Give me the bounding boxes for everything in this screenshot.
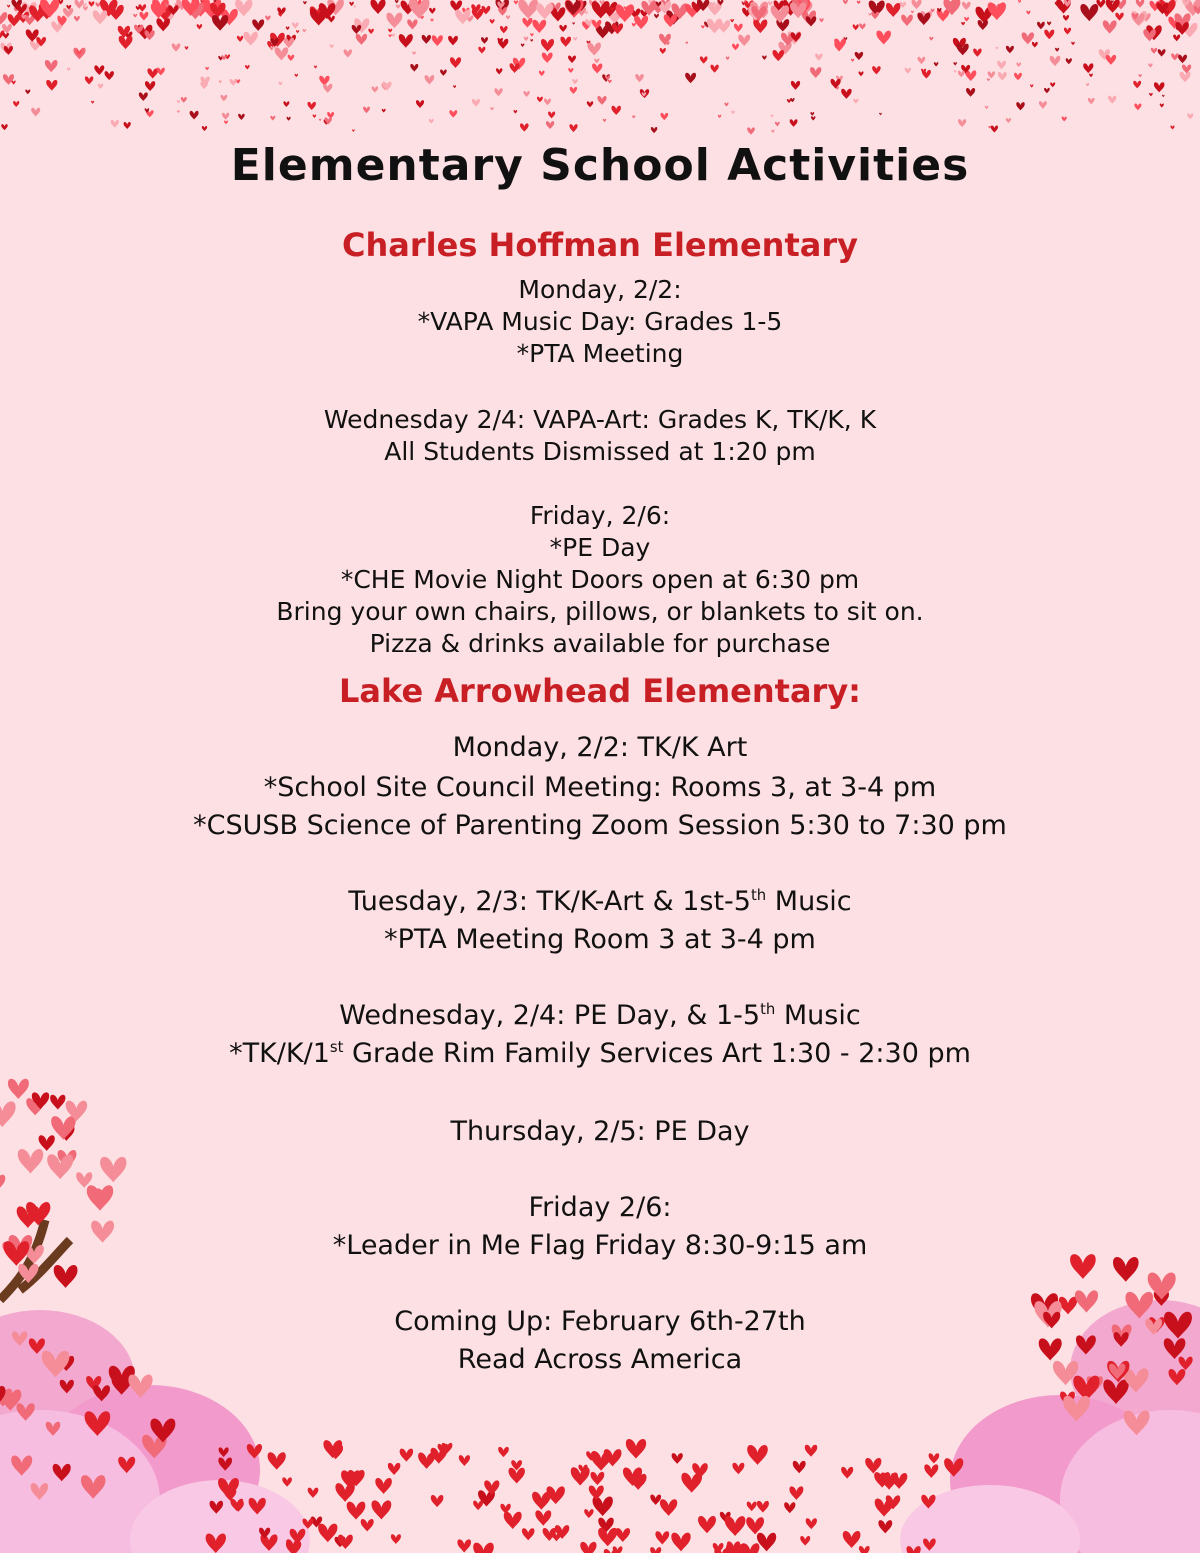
che-pe-day: *PE Day [549,533,651,562]
lah-rim-rest: Grade Rim Family Services Art 1:30 - 2:30 pm [343,1038,971,1069]
che-dismissal: All Students Dismissed at 1:20 pm [384,437,816,466]
lah-thursday: Thursday, 2/5: PE Day [450,1116,750,1147]
lah-tuesday-sup: th [750,886,767,904]
lah-wednesday-text: Wednesday, 2/4: PE Day, & 1-5 [339,1000,761,1031]
lah-tuesday-text: Tuesday, 2/3: TK/K-Art & 1st-5 [348,886,751,917]
lah-rim-family [0,1038,1200,1070]
che-movie-night: *CHE Movie Night Doors open at 6:30 pm [340,565,860,594]
bottom-hearts-field [206,1439,964,1553]
top-hearts-border [0,0,1200,135]
page-title: Elementary School Activities [230,140,970,191]
school-name-lake-arrowhead: Lake Arrowhead Elementary: [339,672,861,710]
che-vapa-music: *VAPA Music Day: Grades 1-5 [417,307,783,336]
che-wednesday: Wednesday 2/4: VAPA-Art: Grades K, TK/K, K [323,405,877,434]
lah-wednesday-music: Music [775,1000,861,1031]
lah-pta-meeting: *PTA Meeting Room 3 at 3-4 pm [384,924,816,955]
lah-friday: Friday 2/6: [528,1192,672,1223]
che-monday: Monday, 2/2: [518,275,682,304]
lah-tuesday-music: Music [766,886,852,917]
lah-leader-in-me: *Leader in Me Flag Friday 8:30-9:15 am [332,1230,868,1261]
lah-wednesday [0,1000,1200,1032]
lah-rim-text: *TK/K/1 [229,1038,330,1069]
lah-read-across-america: Read Across America [457,1344,743,1375]
che-pta-meeting: *PTA Meeting [516,339,684,368]
che-pizza: Pizza & drinks available for purchase [369,629,831,658]
che-friday: Friday, 2/6: [529,501,671,530]
school-name-charles-hoffman: Charles Hoffman Elementary [342,226,858,264]
lah-tuesday [0,886,1200,918]
lah-wednesday-sup: th [760,1000,776,1018]
lah-monday: Monday, 2/2: TK/K Art [452,732,748,763]
che-bring-chairs: Bring your own chairs, pillows, or blankets to sit on. [276,597,924,626]
lah-coming-up: Coming Up: February 6th-27th [394,1306,806,1337]
lah-csusb-zoom: *CSUSB Science of Parenting Zoom Session 5:30 to 7:30 pm [193,810,1007,841]
lah-rim-sup: st [329,1038,344,1056]
lah-site-council: *School Site Council Meeting: Rooms 3, at 3-4 pm [263,772,937,803]
